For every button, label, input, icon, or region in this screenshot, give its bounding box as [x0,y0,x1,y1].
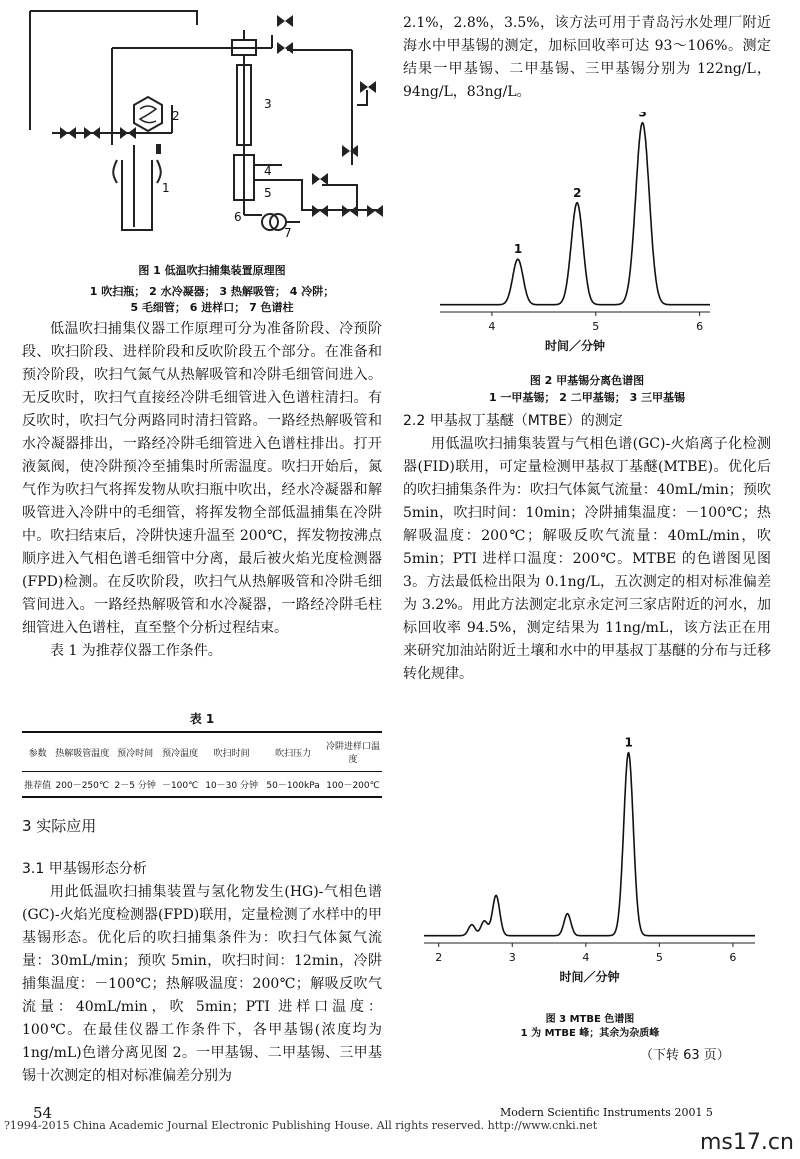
x-tick-label: 5 [655,951,663,964]
copyright-line: ?1994-2015 China Academic Journal Electronic Publishing House. All rights reserved. http://www.cnki.net [4,1119,598,1132]
valve-icons [60,15,383,217]
chromatogram-chart-3 [420,735,760,990]
journal-name: Modern Scientific Instruments 2001 5 [500,1106,713,1119]
fig1-label: 4 [264,164,272,178]
paragraph: 2.1%，2.8%，3.5%，该方法可用于青岛污水处理厂附近海水中甲基锡的测定，加标回收率可达 93～106%。测定结果一甲基锡、二甲基锡、三甲基锡分别为 122ng/L，94ng/L，83ng/L。 [403,15,771,100]
fig1-label: 7 [284,226,292,240]
continued-note: （下转 63 页） [640,1048,730,1063]
paragraph: 用低温吹扫捕集装置与气相色谱(GC)-火焰离子化检测器(FID)联用，可定量检测甲基叔丁基醚(MTBE)。优化后的吹扫捕集条件为：吹扫气体氮气流量：40mL/min；预吹 5min，吹扫时间：10min；冷阱捕集温度：－100℃；热解吸温度：200℃；解吸反吹气流量：40mL/min，吹 5min；PTI 进样口温度：200℃。MTBE 的色谱图见图 3。方法最低检出限为 0.1ng/L，五次测定的相对标准偏差为 3.2%。用此方法测定北京永定河三家店附近的河水，加标回收率 94.5%，测定结果为 11ng/mL，该方法正在用来研究加油站附近土壤和水中的甲基叔丁基醚的分布与迁移转化规律。 [403,436,771,682]
fig1-label: 3 [264,97,272,111]
table-header: 冷阱进样口温度 [324,732,382,772]
x-tick-label: 6 [696,320,704,333]
section-heading: 3 实际应用 [22,817,97,835]
peak-marker [514,242,522,256]
table-cell: －100℃ [159,772,201,798]
table-1 [22,710,382,798]
table-title: 表 1 [189,712,215,726]
subsection-heading: 2.2 甲基叔丁基醚（MTBE）的测定 [403,413,623,429]
fig1-caption: 图 1 低温吹扫捕集装置原理图 [138,264,286,277]
conditions-table [22,731,382,798]
figure-1 [22,5,402,250]
table-cell: 推荐值 [22,772,53,798]
table-cell: 50－100kPa [262,772,324,798]
table-cell: 100－200℃ [324,772,382,798]
x-tick-label: 4 [582,951,590,964]
x-axis-label: 时间／分钟 [559,970,620,984]
condenser-icon [134,97,162,131]
fig1-legend [22,284,402,316]
right-body [403,433,771,686]
x-tick-label: 2 [435,951,443,964]
table-cell: 10－30 分钟 [201,772,262,798]
fig1-label: 6 [234,210,242,224]
table-header: 热解吸管温度 [53,732,111,772]
x-tick-label: 4 [488,320,496,333]
fig2-caption: 图 2 甲基锡分离色谱图 [529,374,645,387]
table-cell: 2－5 分钟 [111,772,159,798]
fig3-legend: 1 为 MTBE 峰；其余为杂质峰 [520,1028,660,1039]
chromatogram-trace [440,123,710,305]
left-body [22,318,382,663]
table-header: 预冷时间 [111,732,159,772]
figure-2 [430,112,720,362]
paragraph: 表 1 为推荐仪器工作条件。 [50,643,222,659]
peak-label: 1 [624,735,633,750]
apparatus-schematic [22,5,402,250]
peak-marker [639,112,647,120]
fig1-legend-line: 5 毛细管； 6 进样口； 7 色谱柱 [130,301,294,314]
peak-label: 2 [573,185,582,200]
table-header: 吹扫压力 [262,732,324,772]
subsection-heading: 3.1 甲基锡形态分析 [22,861,147,877]
x-tick-label: 3 [508,951,516,964]
fig3-caption: 图 3 MTBE 色谱图 [545,1014,635,1025]
fig1-label: 1 [162,181,170,195]
left-body-2 [22,881,382,1088]
table-header: 预冷温度 [159,732,201,772]
page-number: 54 [33,1104,53,1122]
table-header: 吹扫时间 [201,732,262,772]
x-axis-label: 时间／分钟 [544,339,606,353]
peak-label: 3 [638,112,647,120]
x-tick-label: 5 [592,320,600,333]
chromatogram-trace [424,753,755,936]
paragraph: 低温吹扫捕集仪器工作原理可分为准备阶段、冷预阶段、吹扫阶段、进样阶段和反吹阶段五个部分。在准备和预冷阶段，吹扫气氮气从热解吸管和冷阱毛细管间进入。无反吹时，吹扫气直接经冷阱毛细管进入色谱柱清扫。有反吹时，吹扫气分两路同时清扫管路。一路经热解吸管和水冷凝器排出，一路经冷阱毛细管进入色谱柱排出。打开液氮阀，使冷阱预冷至捕集时所需温度。吹扫开始后，氮气作为吹扫气将挥发物从吹扫瓶中吹出，经水冷凝器和解吸管进入冷阱中的毛细管，将挥发物全部低温捕集在冷阱中。吹扫结束后，冷阱快速升温至 200℃，挥发物按沸点顺序进入气相色谱毛细管中分离，最后被火焰光度检测器(FPD)检测。在反吹阶段，吹扫气从热解吸管和冷阱毛细管间进入。一路经热解吸管和水冷凝器，一路经冷阱毛柱细管进入色谱柱，直至整个分析过程结束。 [22,321,382,636]
figure-3 [420,735,760,990]
table-cell: 200－250℃ [53,772,111,798]
fig1-label: 2 [172,109,180,123]
fig1-legend-line: 1 吹扫瓶； 2 水冷凝器； 3 热解吸管； 4 冷阱； [89,285,335,298]
fig2-legend: 1 一甲基锡； 2 二甲基锡； 3 三甲基锡 [488,391,686,404]
paragraph: 用此低温吹扫捕集装置与氢化物发生(HG)-气相色谱(GC)-火焰光度检测器(FPD)联用，定量检测了水样中的甲基锡形态。优化后的吹扫捕集条件为：吹扫气体氮气流量：30mL/min；预吹 5min，吹扫时间：12min，冷阱捕集温度：－100℃；热解吸温度：200℃；解吸反吹气流量：40mL/min，吹 5min；PTI 进样口温度：100℃。在最佳仪器工作条件下，各甲基锡(浓度均为 1ng/mL)色谱分离见图 2。一甲基锡、二甲基锡、三甲基锡十次测定的相对标准偏差分别为 [22,884,382,1084]
watermark: ms17.cn [700,1130,794,1155]
table-header: 参数 [22,732,53,772]
right-top-text [403,12,771,104]
x-tick-label: 6 [729,951,737,964]
peak-label: 1 [513,242,523,257]
fig1-label: 5 [264,186,272,200]
chromatogram-chart-2 [430,112,720,362]
peak-marker [624,736,632,750]
peak-marker [573,186,581,200]
